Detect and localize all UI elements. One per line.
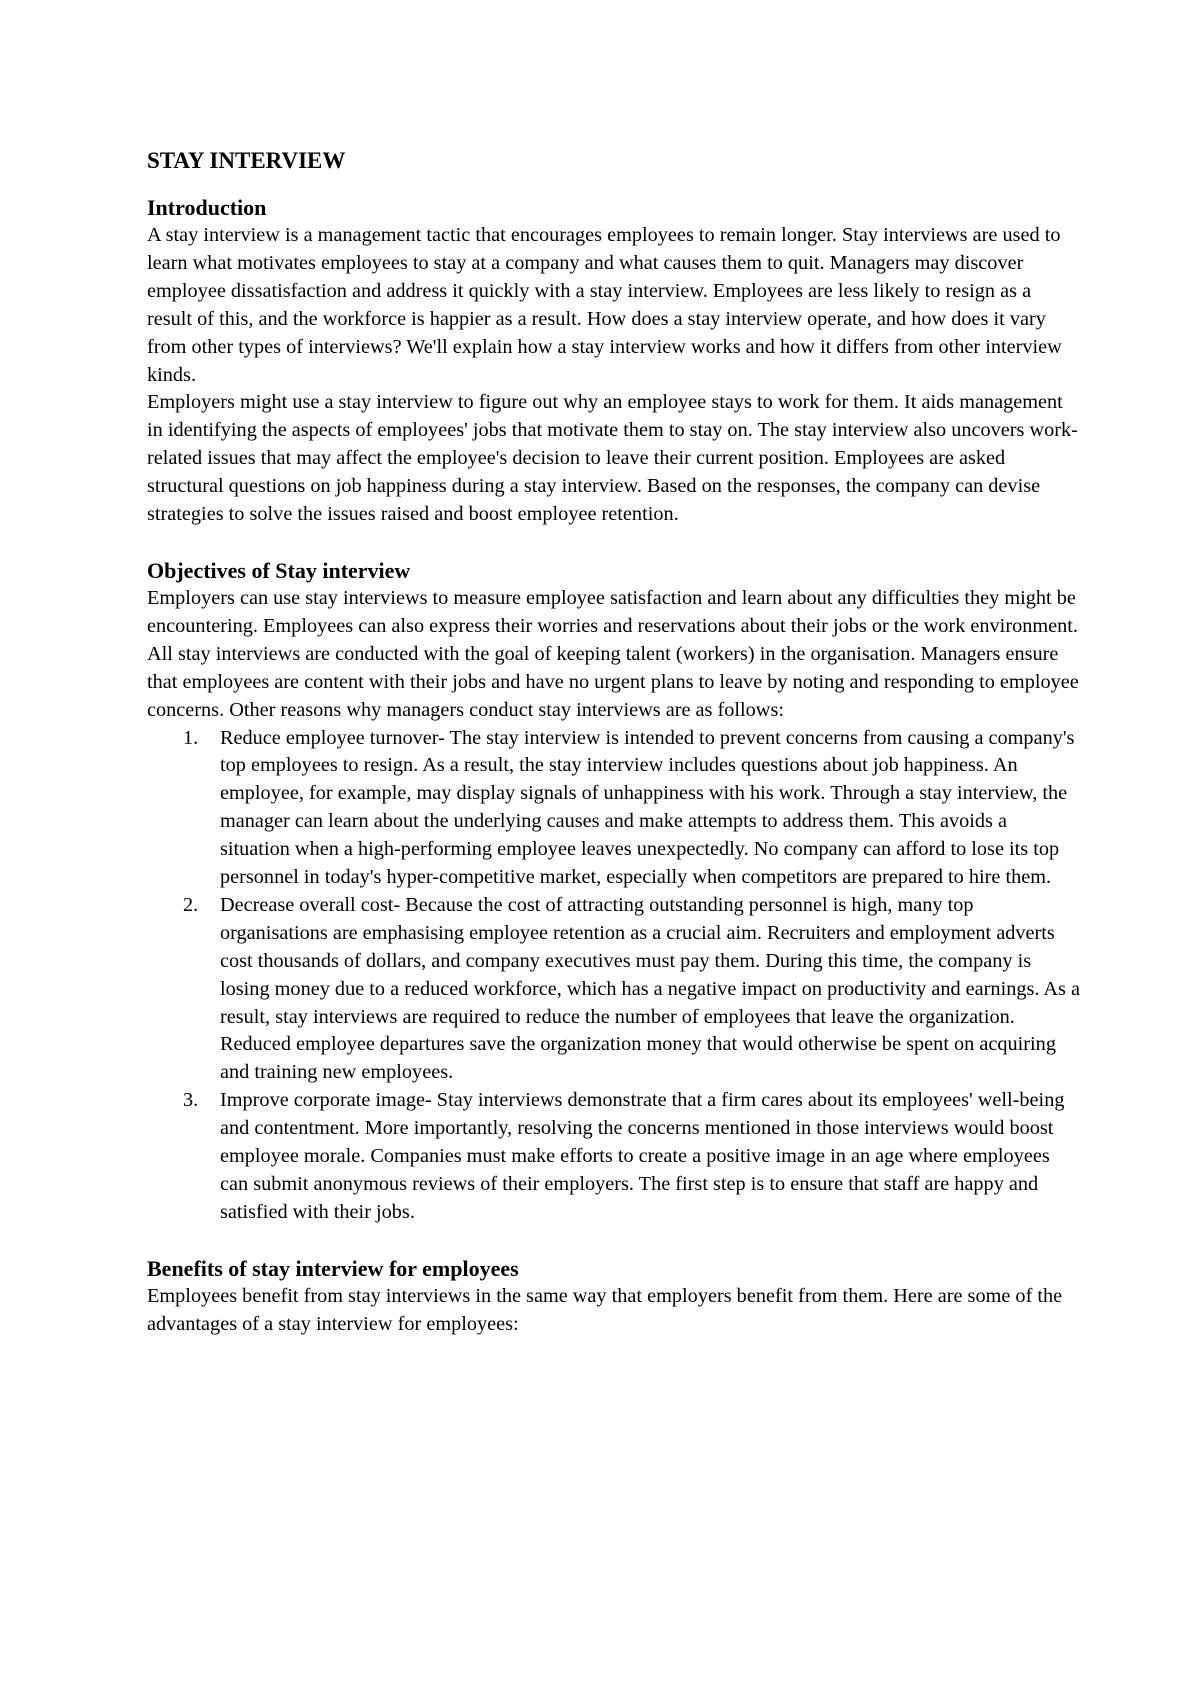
objectives-paragraph: Employers can use stay interviews to measure employee satisfaction and learn about any difficulties they might be encountering. Employees can also express their worries and reservations about their jobs or the work environment. All stay interviews are conducted with the goal of keeping talent (workers) in the organisation. Managers ensure that employees are content with their jobs and have no urgent plans to leave by noting and responding to employee concerns. Other reasons why managers conduct stay interviews are as follows: [147, 586, 1079, 721]
list-item-text: Decrease overall cost- Because the cost of attracting outstanding personnel is high, many top organisations are emphasising employee retention as a crucial aim. Recruiters and employment adverts cost thousands of dollars, and company executives must pay them. During this time, the company is losing money due to a reduced workforce, which has a negative impact on productivity and earnings. As a result, stay interviews are required to reduce the number of employees that leave the organization. Reduced employee departures save the organization money that would otherwise be spent on acquiring and training new employees. [220, 893, 1081, 1084]
introduction-section [147, 194, 1080, 529]
introduction-paragraph: Employers might use a stay interview to figure out why an employee stays to work for them. It aids management in identifying the aspects of employees' jobs that motivate them to stay on. The stay interview also uncovers work-related issues that may affect the employee's decision to leave their current position. Employees are asked structural questions on job happiness during a stay interview. Based on the responses, the company can devise strategies to solve the issues raised and boost employee retention. [147, 391, 1078, 526]
introduction-heading: Introduction [147, 195, 267, 220]
objectives-heading: Objectives of Stay interview [147, 557, 411, 583]
benefits-paragraph: Employees benefit from stay interviews in the same way that employers benefit from them. Here are some of the advantages of a stay interview for employees: [147, 1284, 1063, 1335]
list-item-number: 1. [183, 726, 199, 749]
list-item-text: Reduce employee turnover- The stay interview is intended to prevent concerns from causing a company's top employees to resign. As a result, the stay interview includes questions about job happiness. An employee, for example, may display signals of unhappiness with his work. Through a stay interview, the manager can learn about the underlying causes and make attempts to address them. This avoids a situation when a high-performing employee leaves unexpectedly. No company can afford to lose its top personnel in today's hyper-competitive market, especially when competitors are prepared to hire them. [220, 726, 1075, 889]
list-item-number: 3. [183, 1089, 199, 1112]
list-item [183, 1087, 1080, 1227]
document-title: STAY INTERVIEW [147, 148, 346, 173]
list-item-text: Improve corporate image- Stay interviews demonstrate that a firm cares about its employees' well-being and contentment. More importantly, resolving the concerns mentioned in those interviews would boost employee morale. Companies must make efforts to create a positive image in an age where employees can submit anonymous reviews of their employers. The first step is to ensure that staff are happy and satisfied with their jobs. [220, 1089, 1065, 1223]
benefits-section [147, 1255, 1080, 1339]
list-item [183, 725, 1080, 892]
list-item-number: 2. [183, 893, 199, 916]
section-spacer [147, 1227, 1080, 1255]
benefits-heading: Benefits of stay interview for employees [147, 1255, 519, 1281]
section-spacer [147, 529, 1080, 557]
objectives-list [147, 725, 1080, 1227]
introduction-paragraph: A stay interview is a management tactic that encourages employees to remain longer. Stay interviews are used to learn what motivates employees to stay at a company and what causes them to quit. Managers may discover employee dissatisfaction and address it quickly with a stay interview. Employees are less likely to resign as a result of this, and the workforce is happier as a result. How does a stay interview operate, and how does it vary from other types of interviews? We'll explain how a stay interview works and how it differs from other interview kinds. [147, 224, 1062, 386]
list-item [183, 892, 1081, 1087]
objectives-section [147, 557, 1080, 1227]
